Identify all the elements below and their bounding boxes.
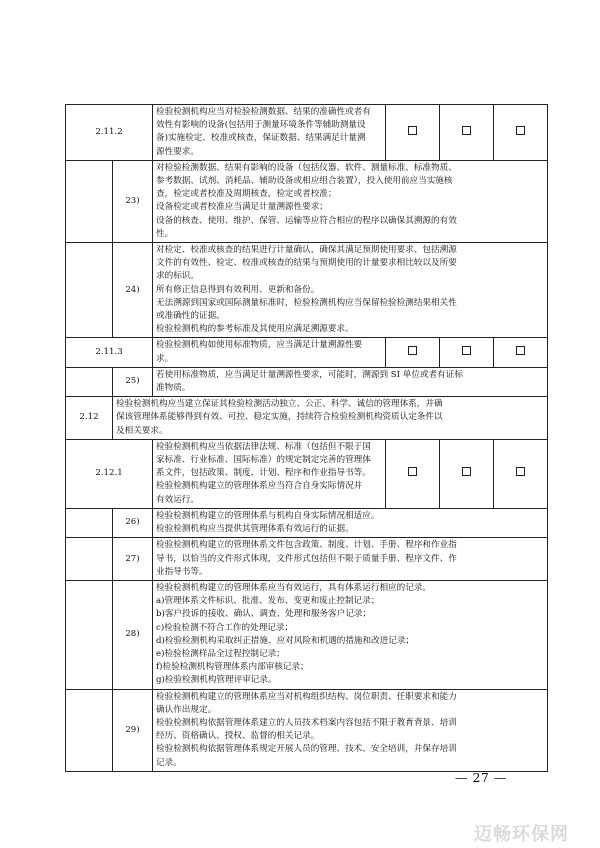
text-line: 准物质。 <box>156 383 191 394</box>
text-line: 源性要求。 <box>156 146 199 157</box>
text-line: b)客户投诉的接收、确认、调查、处理和服务客户记录； <box>156 609 372 620</box>
checkbox-cell <box>494 338 548 367</box>
section-row <box>66 397 548 440</box>
requirements-table <box>65 104 548 772</box>
text-line: 及相关要求。 <box>116 425 168 436</box>
text-line: 检验检测机构依据管理体系建立的人员技术档案内容包括不限于教育背景、培训 <box>156 717 457 728</box>
clause-row <box>66 338 548 367</box>
text-line: 检验检测机构建立的管理体系应当对机构组织结构、岗位职责、任职要求和能力 <box>156 691 457 702</box>
clause-text <box>153 105 386 161</box>
text-line: 检验检测机构应当提供其管理体系有效运行的证据。 <box>156 524 354 535</box>
blank-cell <box>66 508 113 537</box>
item-text <box>153 160 548 242</box>
checkbox-icon[interactable] <box>408 467 417 476</box>
text-line: 导书，以恰当的文件形式体现，文件形式包括但不限于质量手册、程序文件、作 <box>156 553 457 564</box>
clause-row <box>66 439 548 508</box>
blank-cell <box>66 538 113 581</box>
text-line: 检验检测机构建立的管理体系应当有效运行，具有体系运行相应的记录。 <box>156 582 432 593</box>
text-line: 业指导书等。 <box>156 566 208 577</box>
text-line: 经历、资格确认、授权、监督的相关记录。 <box>156 731 320 742</box>
text-line: 检验检测机构建立的管理体系应当符合自身实际情况并 <box>156 481 363 492</box>
text-line: 求的标识。 <box>156 271 199 282</box>
blank-cell <box>66 689 113 771</box>
watermark-logo: 迈畅环保网 <box>474 824 569 845</box>
checkbox-cell <box>440 439 494 508</box>
item-number: 26) <box>113 508 153 537</box>
checkbox-icon[interactable] <box>462 126 471 135</box>
checkbox-cell <box>494 439 548 508</box>
text-line: 保该管理体系能够得到有效、可控、稳定实施，持续符合检验检测机构资质认定条件以 <box>116 412 443 423</box>
checkbox-icon[interactable] <box>516 126 525 135</box>
text-line: 所有修正信息得到有效利用、更新和备份。 <box>156 284 320 295</box>
text-line: 有效运行。 <box>156 494 199 505</box>
blank-cell <box>66 243 113 338</box>
checkbox-cell <box>494 105 548 161</box>
text-line: 检验检测机构应当建立保证其检验检测活动独立、公正、科学、诚信的管理体系，并确 <box>116 399 443 410</box>
text-line: 查，检定或者校准及周期核查，检定或者校准； <box>156 189 337 200</box>
clause-number: 2.12 <box>66 397 113 440</box>
text-line: 参考数据、试剂、消耗品、辅助设备或相应组合装置），投入使用前应当实施核 <box>156 176 453 187</box>
item-number: 24) <box>113 243 153 338</box>
item-text <box>153 508 548 537</box>
text-line: 若使用标准物质，应当满足计量溯源性要求，可能时，溯源到 SI 单位或者有证标 <box>156 369 463 380</box>
text-line: 无法溯源到国家或国际测量标准时，检验检测机构应当保留检验检测结果相关性 <box>156 297 457 308</box>
item-text <box>153 243 548 338</box>
clause-number: 2.11.3 <box>66 338 153 367</box>
text-line: 文件的有效性、检定、校准或核查的结果与预期使用的计量要求相比较以及所要 <box>156 258 457 269</box>
clause-text <box>153 338 386 367</box>
text-line: 设备的核查、使用、维护、保管、运输等应符合相应的程序以确保其溯源的有效 <box>156 215 457 226</box>
clause-row <box>66 105 548 161</box>
text-line: 检验检测机构应当依据法律法规、标准（包括但不限于国 <box>156 441 371 452</box>
checkbox-cell <box>440 105 494 161</box>
item-row <box>66 689 548 771</box>
text-line: c)检验检测不符合工作的处理记录； <box>156 622 294 633</box>
item-text <box>153 538 548 581</box>
blank-cell <box>66 367 113 396</box>
checkbox-icon[interactable] <box>462 346 471 355</box>
item-row <box>66 538 548 581</box>
text-line: 家标准、行业标准、国际标准）的规定制定完善的管理体 <box>156 455 371 466</box>
checkbox-icon[interactable] <box>408 126 417 135</box>
text-line: 检验检测机构建立的管理体系文件包含政策、制度、计划、手册、程序和作业指 <box>156 540 457 551</box>
clause-number: 2.12.1 <box>66 439 153 508</box>
item-text <box>153 367 548 396</box>
checkbox-cell <box>386 338 440 367</box>
item-number: 28) <box>113 580 153 689</box>
checkbox-icon[interactable] <box>408 346 417 355</box>
blank-cell <box>66 160 113 242</box>
checkbox-icon[interactable] <box>516 467 525 476</box>
checkbox-icon[interactable] <box>516 346 525 355</box>
text-line: 检验检测机构的参考标准及其使用应满足溯源要求。 <box>156 324 354 335</box>
item-row <box>66 160 548 242</box>
item-number: 25) <box>113 367 153 396</box>
checkbox-cell <box>440 338 494 367</box>
text-line: 确认作出规定。 <box>156 704 217 715</box>
checkbox-icon[interactable] <box>462 467 471 476</box>
text-line: e)检验检测样品全过程控制记录； <box>156 648 285 659</box>
checkbox-cell <box>386 439 440 508</box>
text-line: 对检定、校准或核查的结果进行计量确认，确保其满足预期使用要求、包括溯源 <box>156 245 457 256</box>
text-line: a)管理体系文件标识、批准、发布、变更和废止控制记录； <box>156 596 380 607</box>
clause-text <box>113 397 548 440</box>
text-line: 对检验检测数据、结果有影响的设备（包括仪器、软件、测量标准、标准物质、 <box>156 162 457 173</box>
text-line: 或准确性的证据。 <box>156 311 225 322</box>
item-text <box>153 689 548 771</box>
text-line: 系文件，包括政策、制度、计划、程序和作业指导书等。 <box>156 468 371 479</box>
page-number: — 27 — <box>455 770 507 785</box>
text-line: d)检验检测机构采取纠正措施、应对风险和机遇的措施和改进记录； <box>156 635 415 646</box>
text-line: 检验检测机构应当对检验检测数据、结果的准确性或者有 <box>156 107 371 117</box>
item-text <box>153 580 548 689</box>
text-line: 检验检测机构依据管理体系规定开展人员的管理、技术、安全培训，并保存培训 <box>156 744 457 755</box>
clause-text <box>153 439 386 508</box>
text-line: 备)实施检定、校准或核查，保证数据、结果满足计量溯 <box>156 133 366 144</box>
item-row <box>66 367 548 396</box>
item-number: 29) <box>113 689 153 771</box>
text-line: 求。 <box>156 353 174 364</box>
checkbox-cell <box>386 105 440 161</box>
clause-number: 2.11.2 <box>66 105 153 161</box>
item-number: 23) <box>113 160 153 242</box>
text-line: 检验检测机构如使用标准物质，应当满足计量溯源性要 <box>156 340 363 351</box>
text-line: g)检验检测机构管理评审记录。 <box>156 675 277 686</box>
item-row <box>66 580 548 689</box>
item-row <box>66 243 548 338</box>
text-line: 性。 <box>156 228 174 239</box>
item-number: 27) <box>113 538 153 581</box>
text-line: 记录。 <box>156 757 182 768</box>
text-line: 检验检测机构建立的管理体系与机构自身实际情况相适应。 <box>156 510 380 521</box>
text-line: 设备检定或者校准应当满足计量溯源性要求； <box>156 202 328 213</box>
blank-cell <box>66 580 113 689</box>
text-line: 效性有影响的设备(包括用于测量环境条件等辅助测量设 <box>156 120 366 131</box>
item-row <box>66 508 548 537</box>
text-line: f)检验检测机构管理体系内部审核记录； <box>156 662 309 673</box>
